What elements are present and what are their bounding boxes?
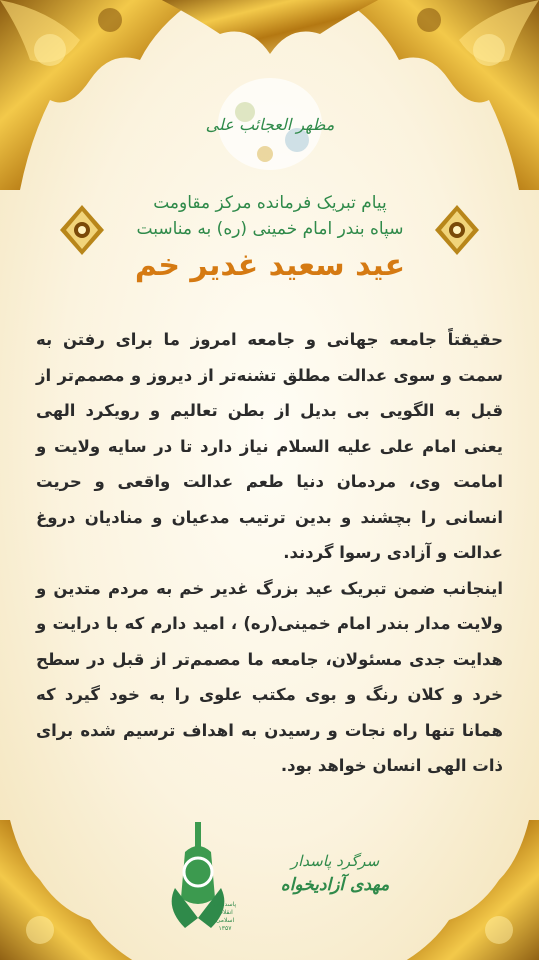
heading-line-2: سپاه بندر امام خمینی (ره) به مناسبت [136, 219, 404, 239]
message-paragraph-1: حقیقتاً جامعه جهانی و جامعه امروز ما برای رفتن به سمت و سوی عدالت مطلق تشنه‌تر از دیروز و مصمم‌تر از قبل به الگویی بی بدیل از بطن تعالیم و رویکرد الهی یعنی امام علی علیه السلام نیاز دارد تا در سایه ولایت و امامت وی، مردمان دنیا طعم عدالت واقعی و حریت انسانی را بچشند و بدین ترتیب مدعیان و منادیان دروغ عدالت و آزادی رسوا گردند. [36, 330, 503, 562]
logo-text-1: پاسداران [213, 901, 237, 908]
message-paragraph-2: اینجانب ضمن تبریک عید بزرگ غدیر خم به مردم متدین و ولایت مدار بندر امام خمینی(ره) ، امید دارم که با درایت و هدایت جدی مسئولان، جامعه ما مصمم‌تر از قبل در سطح خرد و کلان رنگ و بوی مکتب علوی را به خود گیرد که همانا تنها راه نجات و رسیدن به اهداف ترسیم شده برای ذات الهی انسان خواهد بود. [36, 578, 503, 775]
gold-ornament-top-center [150, 0, 390, 64]
message-body [36, 322, 503, 784]
diamond-ornament-left-icon [60, 205, 104, 255]
calligraphy-emblem-icon [205, 62, 335, 180]
emblem-text: مظهر العجائب علی [205, 115, 335, 134]
heading-line-1: پیام تبریک فرمانده مرکز مقاومت [153, 193, 387, 213]
gold-ornament-bottom-left [0, 820, 150, 960]
logo-text-2: انقلاب [217, 909, 233, 916]
signature [255, 850, 415, 898]
logo-text-4: ۱۳۵۷ [218, 925, 232, 932]
signature-name: مهدی آزادیخواه [280, 875, 390, 895]
irgc-emblem-icon [155, 818, 245, 940]
heading [100, 190, 440, 288]
logo-text-3: اسلامی [215, 917, 235, 924]
heading-title: عید سعید غدیر خم [134, 248, 406, 283]
signature-rank: سرگرد پاسدار [290, 852, 380, 870]
diamond-ornament-right-icon [435, 205, 479, 255]
